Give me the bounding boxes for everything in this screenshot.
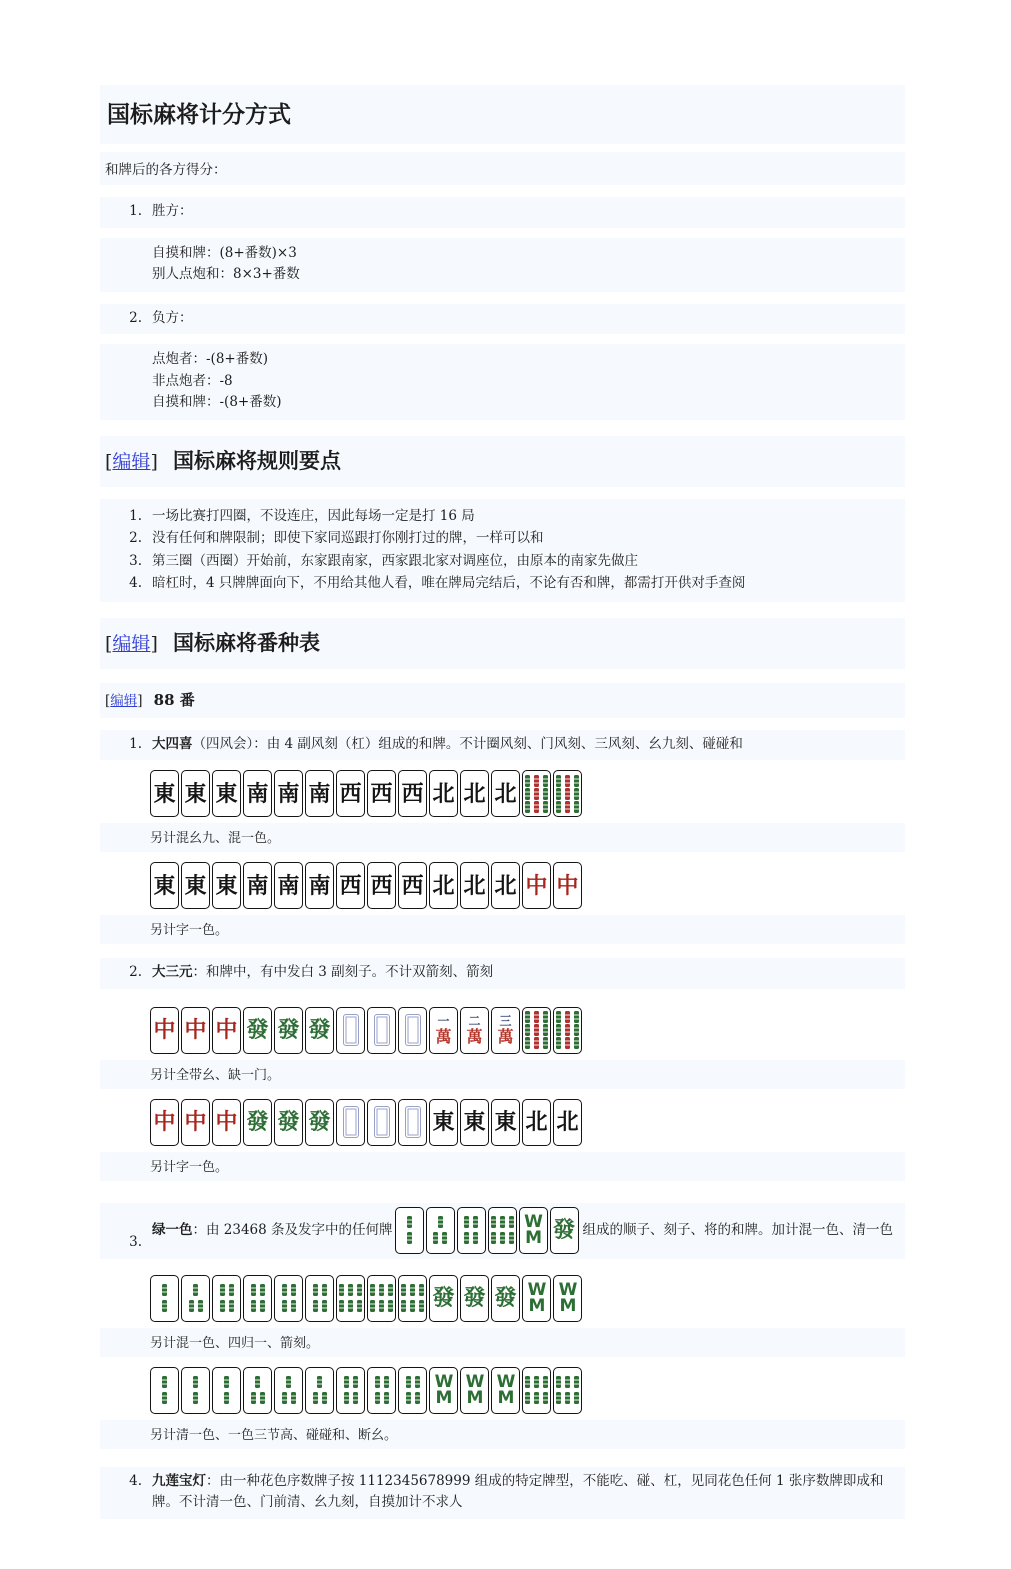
tile-green-dragon: 發 (491, 1275, 520, 1322)
tile-east-wind: 東 (460, 1099, 489, 1146)
tile-8-bamboo: W M (522, 1275, 551, 1322)
rule-text: 一场比赛打四圈，不设连庄，因此每场一定是打 16 局 (152, 507, 475, 524)
tile-4-bamboo (274, 1275, 303, 1322)
tile-green-dragon: 發 (305, 1007, 334, 1054)
page-title: 国标麻将计分方式 (107, 101, 291, 128)
tile-9-bamboo (553, 770, 582, 817)
tile-4-bamboo (367, 1367, 396, 1414)
tile-red-dragon: 中 (553, 862, 582, 909)
tile-caption: 另计字一色。 (100, 915, 905, 944)
tile-south-wind: 南 (274, 862, 303, 909)
scoring-line: 别人点炮和：8×3+番数 (152, 266, 300, 282)
tile-white-dragon (336, 1007, 365, 1054)
edit-link[interactable]: 编辑 (112, 632, 151, 655)
tile-red-dragon: 中 (181, 1007, 210, 1054)
tile-south-wind: 南 (274, 770, 303, 817)
tile-green-dragon: 發 (243, 1007, 272, 1054)
tile-row (150, 1275, 905, 1322)
tile-row (150, 1007, 905, 1054)
scoring-loser-lines (100, 344, 905, 420)
tile-4-bamboo (457, 1207, 486, 1254)
tile-east-wind: 東 (181, 862, 210, 909)
tile-4-bamboo (398, 1367, 427, 1414)
tile-east-wind: 東 (429, 1099, 458, 1146)
tile-green-dragon: 發 (274, 1007, 303, 1054)
edit-bracket-open: [ (105, 692, 111, 709)
tile-2-bamboo (181, 1367, 210, 1414)
inline-tile-row (395, 1207, 581, 1254)
list-number: 1. (129, 735, 142, 752)
fan-item-1 (100, 730, 905, 761)
tile-green-dragon: 發 (429, 1275, 458, 1322)
list-number: 2. (129, 309, 142, 326)
tile-north-wind: 北 (429, 862, 458, 909)
tile-6-bamboo (488, 1207, 517, 1254)
scoring-term: 负方： (152, 309, 193, 326)
list-number: 2. (129, 964, 142, 980)
tile-row (150, 1099, 905, 1146)
tile-west-wind: 西 (367, 770, 396, 817)
rule-text: 暗杠时，4 只牌牌面向下，不用给其他人看，唯在牌局完结后，不论有否和牌，都需打开供对手查阅 (152, 575, 746, 591)
scoring-winner-lines (100, 238, 905, 292)
edit-link[interactable]: 编辑 (112, 450, 151, 473)
section-heading-fan-table (100, 618, 905, 669)
tile-green-dragon: 發 (274, 1099, 303, 1146)
tile-red-dragon: 中 (522, 862, 551, 909)
rules-list-item (100, 572, 897, 595)
scoring-line: 自摸和牌：(8+番数)×3 (152, 244, 297, 261)
tile-north-wind: 北 (553, 1099, 582, 1146)
tile-caption: 另计字一色。 (100, 1152, 905, 1181)
tile-9-bamboo (522, 770, 551, 817)
tile-east-wind: 東 (212, 862, 241, 909)
scoring-line: 非点炮者：-8 (152, 372, 233, 389)
edit-link-wrap (105, 693, 143, 709)
tile-east-wind: 東 (491, 1099, 520, 1146)
tile-6-bamboo (522, 1367, 551, 1414)
fan-desc-suffix: 组成的顺子、刻子、将的和牌。加计混一色、清一色 (582, 1221, 894, 1238)
tile-6-bamboo (367, 1275, 396, 1322)
tile-2-bamboo (212, 1367, 241, 1414)
tile-north-wind: 北 (491, 862, 520, 909)
tile-north-wind: 北 (460, 770, 489, 817)
tile-3-bamboo (426, 1207, 455, 1254)
tile-3-bamboo (305, 1367, 334, 1414)
fan-item-2 (100, 958, 905, 989)
tile-3-bamboo (274, 1367, 303, 1414)
list-number: 3. (129, 1234, 142, 1250)
tile-caption: 另计全带幺、缺一门。 (100, 1060, 905, 1089)
tile-west-wind: 西 (336, 862, 365, 909)
tile-white-dragon (367, 1099, 396, 1146)
tile-3-character: 三 萬 (491, 1007, 520, 1054)
tile-east-wind: 東 (181, 770, 210, 817)
tile-red-dragon: 中 (212, 1099, 241, 1146)
list-number: 4. (129, 575, 142, 591)
tile-1-character: 一 萬 (429, 1007, 458, 1054)
tile-3-bamboo (243, 1367, 272, 1414)
rules-list-item (100, 527, 897, 550)
tile-6-bamboo (398, 1275, 427, 1322)
tile-3-bamboo (181, 1275, 210, 1322)
tile-4-bamboo (305, 1275, 334, 1322)
tile-north-wind: 北 (491, 770, 520, 817)
tile-red-dragon: 中 (181, 1099, 210, 1146)
edit-bracket-close: ] (150, 632, 158, 655)
scoring-item-loser (100, 304, 905, 335)
list-number: 1. (129, 507, 142, 524)
section-heading-text: 国标麻将规则要点 (172, 447, 341, 473)
tile-8-bamboo: W M (460, 1367, 489, 1414)
tile-9-bamboo (522, 1007, 551, 1054)
section-heading-text: 88 番 (153, 690, 195, 709)
tile-green-dragon: 發 (550, 1207, 579, 1254)
tile-east-wind: 東 (212, 770, 241, 817)
tile-8-bamboo: W M (519, 1207, 548, 1254)
edit-link-wrap (105, 451, 158, 473)
tile-red-dragon: 中 (150, 1099, 179, 1146)
tile-green-dragon: 發 (243, 1099, 272, 1146)
section-heading-text: 国标麻将番种表 (172, 629, 320, 655)
edit-link[interactable]: 编辑 (110, 692, 138, 709)
fan-term: 九莲宝灯 (152, 1472, 206, 1489)
tile-row (150, 1367, 905, 1414)
list-number: 3. (129, 552, 142, 569)
tile-west-wind: 西 (398, 862, 427, 909)
tile-west-wind: 西 (367, 862, 396, 909)
tile-2-bamboo (395, 1207, 424, 1254)
tile-caption: 另计清一色、一色三节高、碰碰和、断幺。 (100, 1420, 905, 1449)
tile-8-bamboo: W M (429, 1367, 458, 1414)
tile-8-bamboo: W M (553, 1275, 582, 1322)
scoring-line: 自摸和牌：-(8+番数) (152, 394, 282, 410)
tile-north-wind: 北 (460, 862, 489, 909)
edit-link-wrap (105, 633, 158, 655)
tile-white-dragon (367, 1007, 396, 1054)
tile-2-bamboo (150, 1275, 179, 1322)
fan-term: 大三元 (152, 964, 193, 980)
list-number: 1. (129, 203, 142, 219)
rules-list-item (100, 550, 897, 573)
tile-north-wind: 北 (522, 1099, 551, 1146)
tile-4-bamboo (212, 1275, 241, 1322)
rules-list (100, 499, 905, 602)
tile-red-dragon: 中 (150, 1007, 179, 1054)
tile-south-wind: 南 (243, 770, 272, 817)
tile-north-wind: 北 (429, 770, 458, 817)
fan-desc: ：由一种花色序数牌子按 1112345678999 组成的特定牌型，不能吃、碰、杠，见同花色任何 1 张序数牌即成和牌。不计清一色、门前清、幺九刻，自摸加计不求人 (152, 1472, 884, 1510)
fan-desc: （四风会）：由 4 副风刻（杠）组成的和牌。不计圈风刻、门风刻、三风刻、幺九刻、碰碰和 (192, 735, 743, 752)
edit-bracket-open: [ (105, 450, 113, 473)
tile-4-bamboo (243, 1275, 272, 1322)
scoring-term: 胜方： (152, 203, 193, 219)
title-block (100, 85, 905, 144)
section-heading-88fan (100, 683, 905, 718)
fan-term: 绿一色 (152, 1221, 193, 1238)
tile-south-wind: 南 (305, 770, 334, 817)
edit-bracket-close: ] (137, 692, 143, 709)
scoring-line: 点炮者：-(8+番数) (152, 351, 268, 367)
tile-caption: 另计混幺九、混一色。 (100, 823, 905, 852)
tile-green-dragon: 發 (460, 1275, 489, 1322)
tile-white-dragon (336, 1099, 365, 1146)
edit-bracket-close: ] (150, 450, 158, 473)
list-number: 2. (129, 530, 142, 546)
intro-paragraph: 和牌后的各方得分： (100, 152, 905, 185)
list-number: 4. (129, 1472, 142, 1489)
tile-4-bamboo (336, 1367, 365, 1414)
section-heading-rules (100, 436, 905, 487)
fan-item-4 (100, 1467, 905, 1519)
tile-white-dragon (398, 1099, 427, 1146)
tile-9-bamboo (553, 1007, 582, 1054)
tile-6-bamboo (553, 1367, 582, 1414)
fan-desc-prefix: ：由 23468 条及发字中的任何牌 (192, 1221, 393, 1238)
rule-text: 第三圈（西圈）开始前，东家跟南家，西家跟北家对调座位，由原本的南家先做庄 (152, 552, 638, 569)
tile-caption: 另计混一色、四归一、箭刻。 (100, 1328, 905, 1357)
tile-green-dragon: 發 (305, 1099, 334, 1146)
rule-text: 没有任何和牌限制；即使下家同巡跟打你刚打过的牌，一样可以和 (152, 530, 544, 546)
tile-8-bamboo: W M (491, 1367, 520, 1414)
scoring-item-winner (100, 197, 905, 228)
tile-row (150, 862, 905, 909)
fan-term: 大四喜 (152, 735, 193, 752)
tile-east-wind: 東 (150, 770, 179, 817)
tile-white-dragon (398, 1007, 427, 1054)
rules-list-item (100, 505, 897, 528)
edit-bracket-open: [ (105, 632, 113, 655)
tile-6-bamboo (336, 1275, 365, 1322)
tile-east-wind: 東 (150, 862, 179, 909)
tile-south-wind: 南 (243, 862, 272, 909)
tile-red-dragon: 中 (212, 1007, 241, 1054)
tile-south-wind: 南 (305, 862, 334, 909)
tile-2-character: 二 萬 (460, 1007, 489, 1054)
tile-west-wind: 西 (398, 770, 427, 817)
fan-item-3 (100, 1203, 905, 1259)
tile-row (150, 770, 905, 817)
tile-west-wind: 西 (336, 770, 365, 817)
tile-2-bamboo (150, 1367, 179, 1414)
fan-desc: ：和牌中，有中发白 3 副刻子。不计双箭刻、箭刻 (192, 964, 494, 980)
